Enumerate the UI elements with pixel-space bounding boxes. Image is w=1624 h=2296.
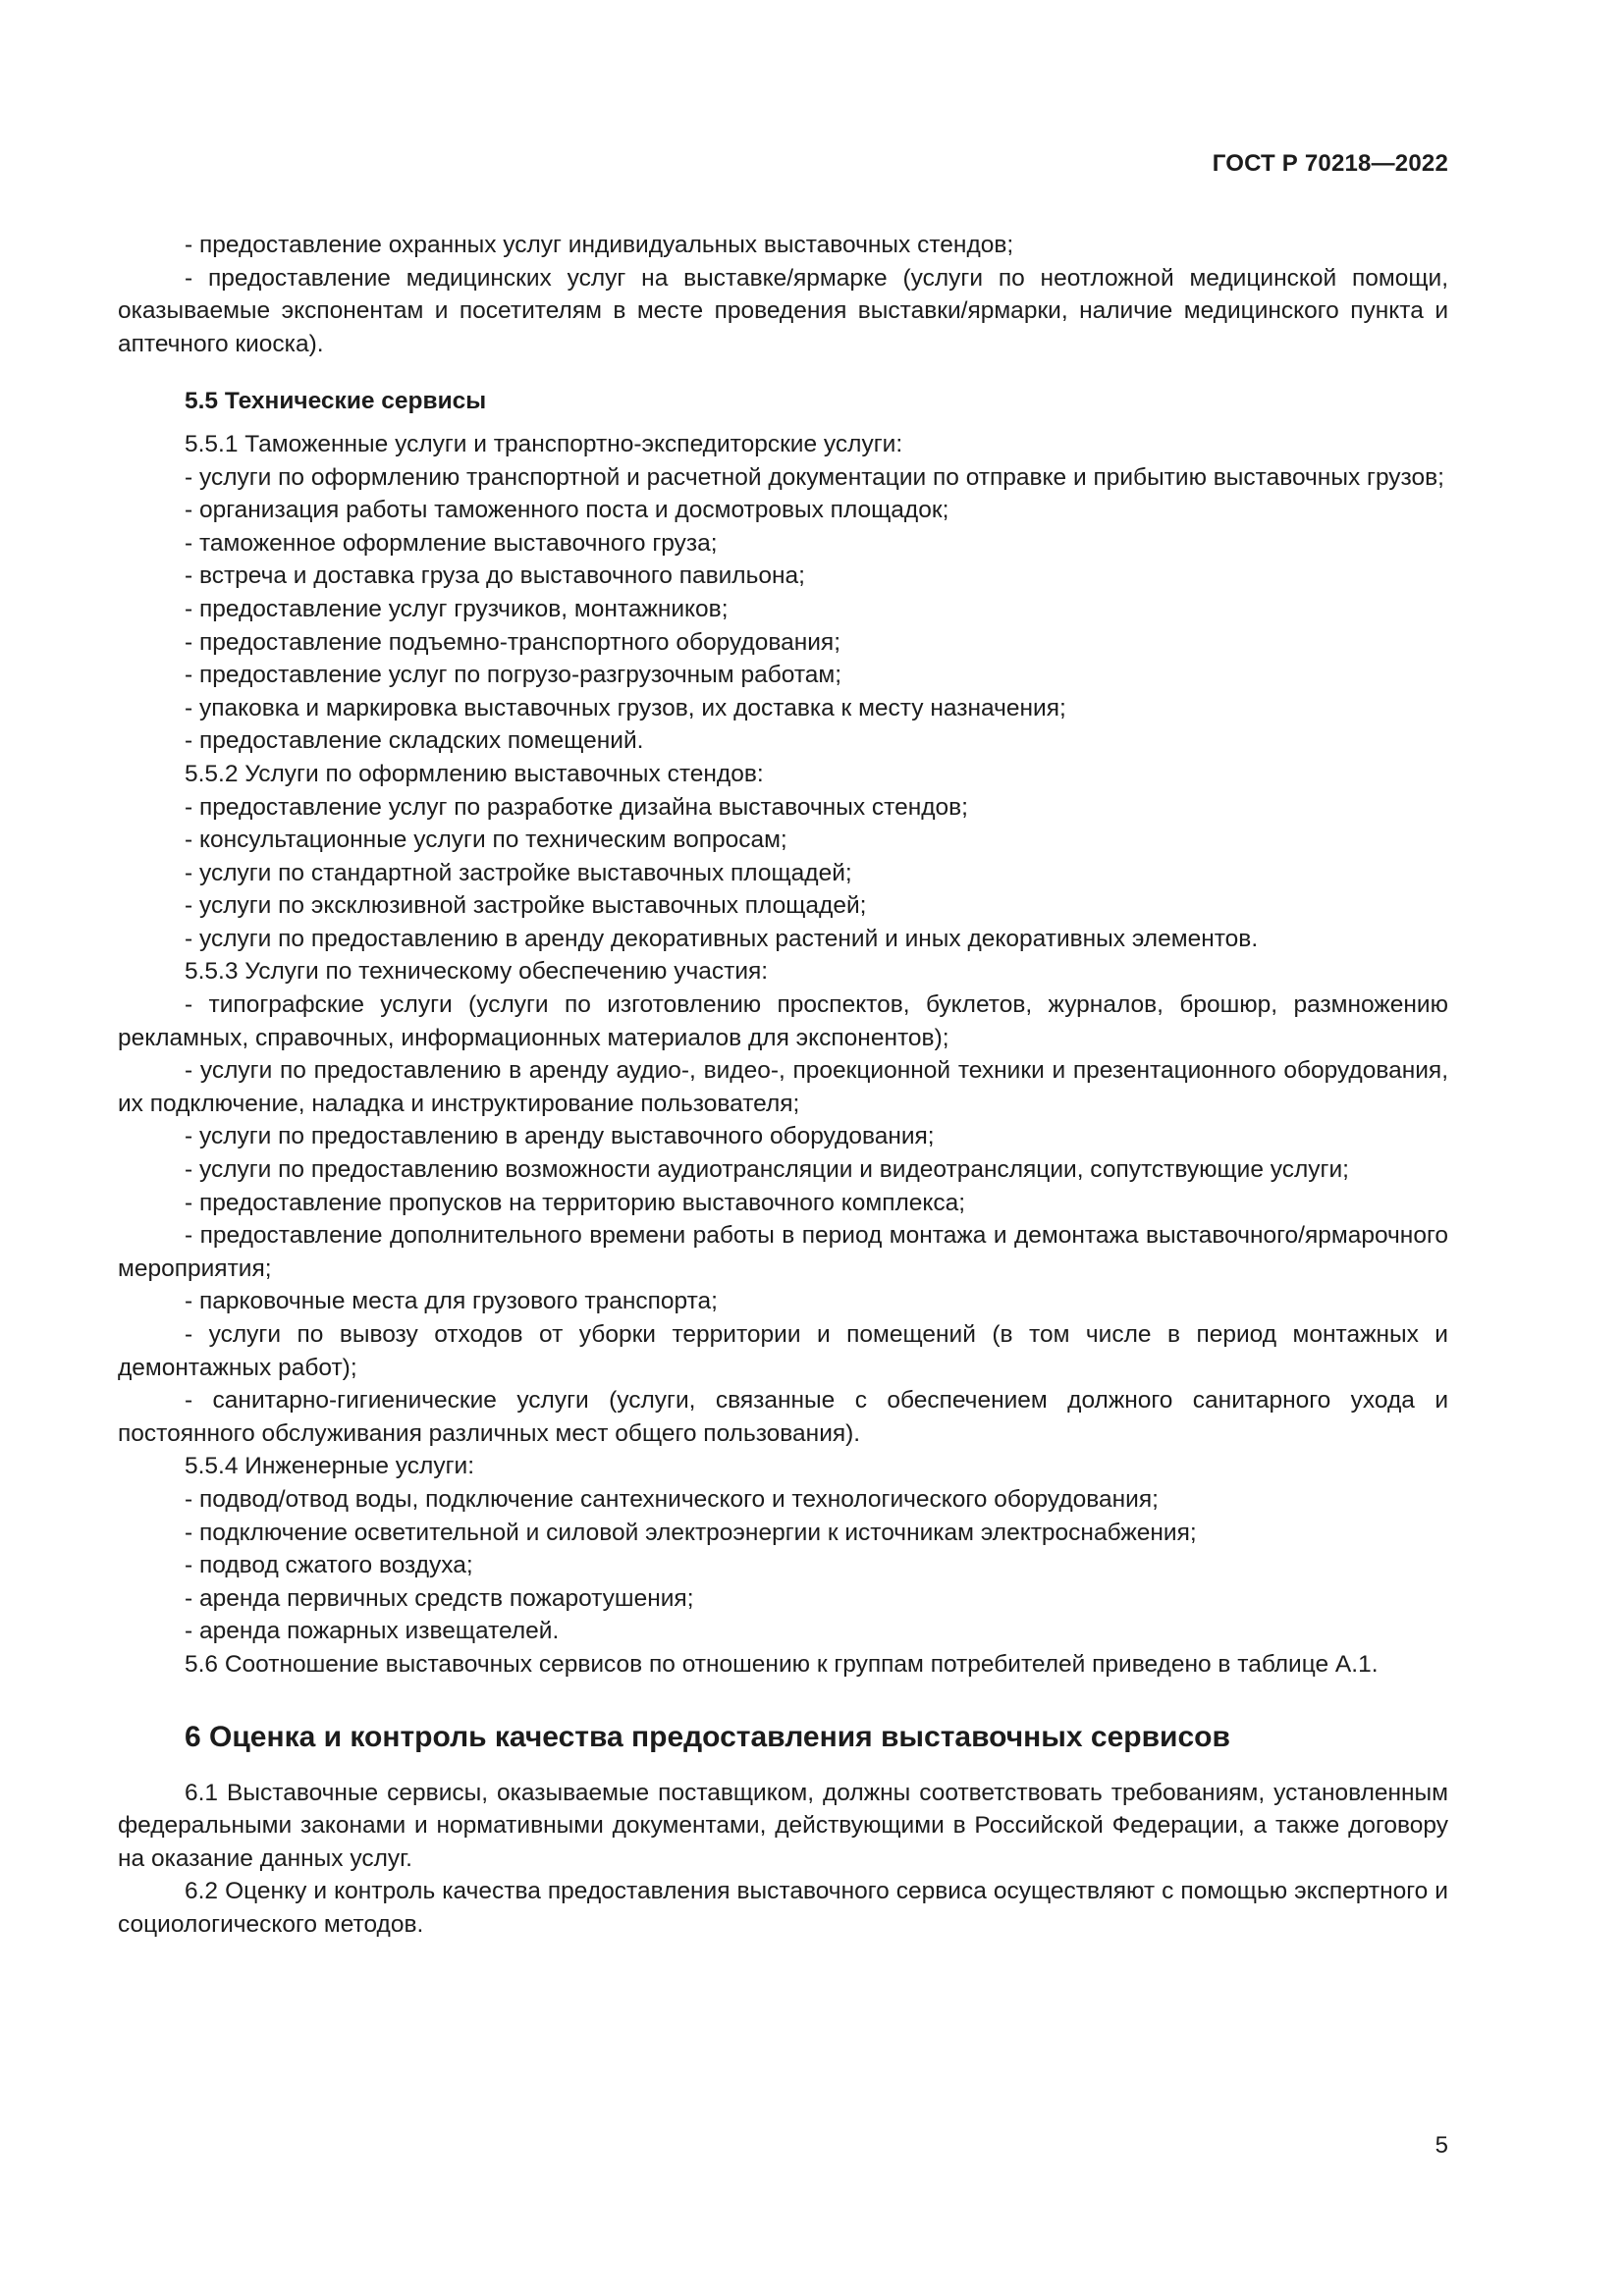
list-item: - услуги по предоставлению в аренду декоративных растений и иных декоративных элементов. — [185, 925, 1259, 952]
list-item: - услуги по эксклюзивной застройке выставочных площадей; — [185, 892, 867, 920]
document-body — [118, 229, 1448, 1942]
page-number: 5 — [1435, 2132, 1448, 2159]
list-item: - предоставление услуг грузчиков, монтажников; — [185, 595, 729, 622]
paragraph: 6.1 Выставочные сервисы, оказываемые поставщиком, должны соответствовать требованиям, установленным федеральными законами и нормативными документами, действующими в Российской Федерации, а также договору на оказание данных услуг. — [118, 1779, 1448, 1872]
document-code-header: ГОСТ Р 70218—2022 — [1212, 150, 1448, 177]
list-item: - аренда первичных средств пожаротушения; — [185, 1584, 694, 1612]
paragraph: - предоставление охранных услуг индивидуальных выставочных стендов; — [185, 232, 1014, 258]
section-heading: 5.5 Технические сервисы — [185, 388, 487, 415]
paragraph: 5.5.4 Инженерные услуги: — [185, 1453, 475, 1480]
list-item: - встреча и доставка груза до выставочного павильона; — [185, 562, 805, 590]
list-item: - предоставление складских помещений. — [185, 727, 644, 755]
list-item: - парковочные места для грузового транспорта; — [185, 1288, 718, 1315]
list-item: - услуги по оформлению транспортной и расчетной документации по отправке и прибытию выставочных грузов; — [185, 463, 1444, 491]
list-item: - организация работы таможенного поста и досмотровых площадок; — [185, 497, 949, 524]
paragraph: 5.5.2 Услуги по оформлению выставочных стендов: — [185, 760, 764, 787]
list-item: - предоставление дополнительного времени работы в период монтажа и демонтажа выставочного/ярмарочного мероприятия; — [118, 1222, 1448, 1282]
chapter-heading: 6 Оценка и контроль качества предоставления выставочных сервисов — [185, 1720, 1230, 1753]
list-item: - предоставление пропусков на территорию выставочного комплекса; — [185, 1189, 966, 1216]
list-item: - аренда пожарных извещателей. — [185, 1618, 560, 1645]
list-item: - предоставление подъемно-транспортного оборудования; — [185, 628, 841, 656]
list-item: - услуги по предоставлению в аренду выставочного оборудования; — [185, 1123, 935, 1150]
list-item: - санитарно-гигиенические услуги (услуги, связанные с обеспечением должного санитарного ухода и постоянного обслуживания различных мест общего пользования). — [118, 1387, 1448, 1447]
list-item: - подвод/отвод воды, подключение сантехнического и технологического оборудования; — [185, 1485, 1159, 1513]
paragraph: 5.5.1 Таможенные услуги и транспортно-экспедиторские услуги: — [185, 430, 903, 457]
list-item: - типографские услуги (услуги по изготовлению проспектов, буклетов, журналов, брошюр, размножению рекламных, справочных, информационных материалов для экспонентов); — [118, 991, 1448, 1051]
list-item: - таможенное оформление выставочного груза; — [185, 529, 718, 557]
list-item: - предоставление услуг по разработке дизайна выставочных стендов; — [185, 793, 968, 821]
list-item: - предоставление услуг по погрузо-разгрузочным работам; — [185, 662, 842, 689]
paragraph: 5.5.3 Услуги по техническому обеспечению участия: — [185, 958, 769, 986]
paragraph: 5.6 Соотношение выставочных сервисов по отношению к группам потребителей приведено в таблице А.1. — [185, 1650, 1379, 1678]
list-item: - услуги по предоставлению в аренду аудио-, видео-, проекционной техники и презентационного оборудования, их подключение, наладка и инструктирование пользователя; — [118, 1057, 1448, 1117]
list-item: - подвод сжатого воздуха; — [185, 1552, 473, 1579]
paragraph: 6.2 Оценку и контроль качества предоставления выставочного сервиса осуществляют с помощью экспертного и социологического методов. — [118, 1878, 1448, 1938]
list-item: - услуги по стандартной застройке выставочных площадей; — [185, 859, 852, 886]
list-item: - подключение осветительной и силовой электроэнергии к источникам электроснабжения; — [185, 1519, 1197, 1546]
paragraph: - предоставление медицинских услуг на выставке/ярмарке (услуги по неотложной медицинской помощи, оказываемые экспонентам и посетителям в месте проведения выставки/ярмарки, наличие медицинского пункта и аптечного киоска). — [118, 264, 1448, 357]
list-item: - консультационные услуги по техническим вопросам; — [185, 827, 787, 854]
list-item: - услуги по вывозу отходов от уборки территории и помещений (в том числе в период монтажных и демонтажных работ); — [118, 1321, 1448, 1381]
list-item: - услуги по предоставлению возможности аудиотрансляции и видеотрансляции, сопутствующие услуги; — [185, 1156, 1349, 1184]
list-item: - упаковка и маркировка выставочных грузов, их доставка к месту назначения; — [185, 694, 1066, 721]
